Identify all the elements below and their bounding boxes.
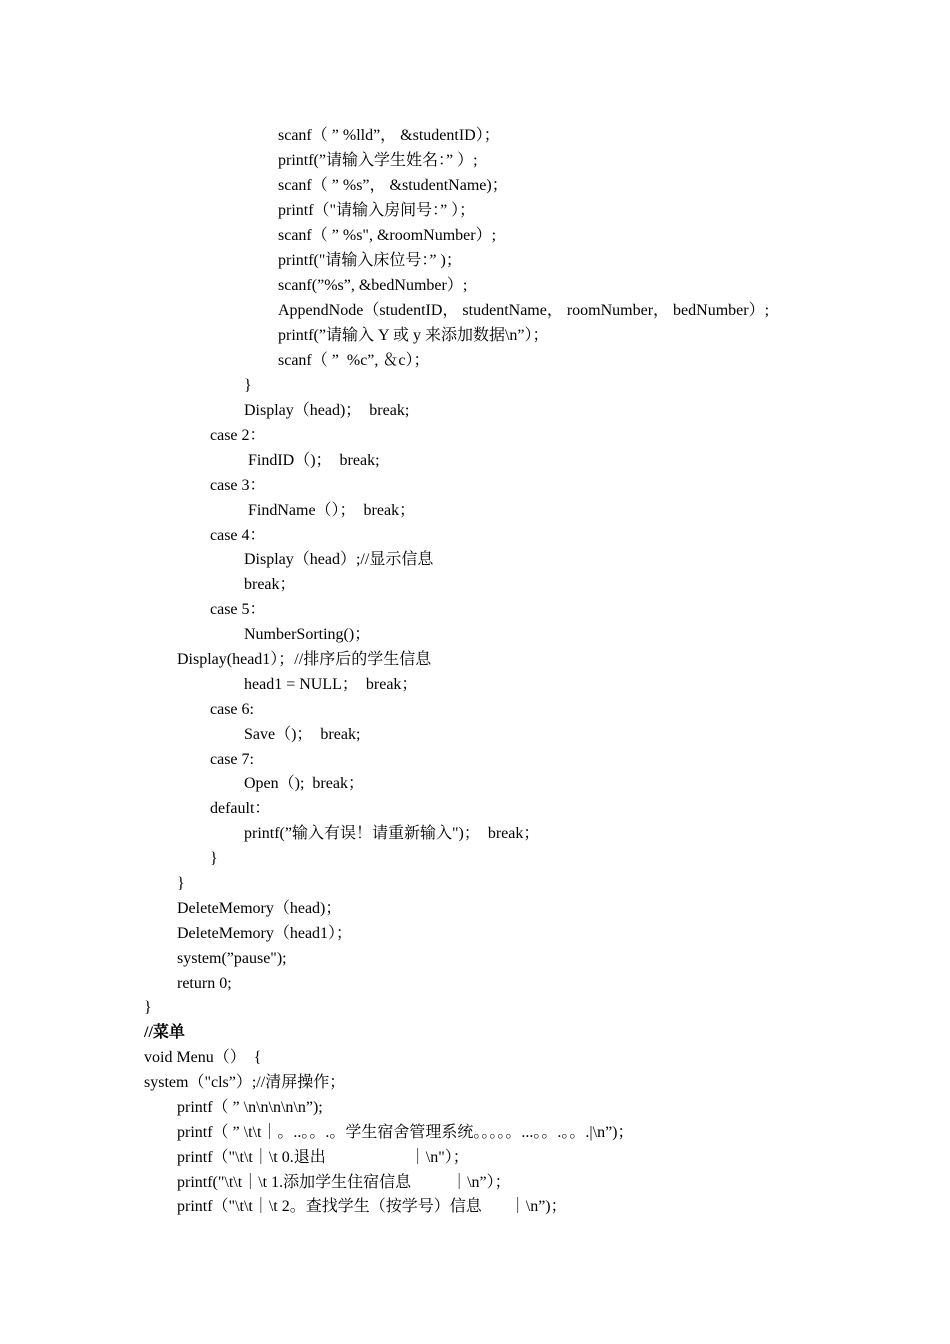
code-line: void Menu（） { — [144, 1049, 262, 1066]
code-line: break； — [244, 576, 296, 593]
code-line: NumberSorting()； — [244, 626, 371, 643]
code-line: DeleteMemory（head1）； — [177, 925, 353, 942]
code-line: printf（"\t\t｜\t 2。查找学生（按学号）信息 ｜\n”)； — [177, 1198, 567, 1215]
code-line: return 0; — [177, 975, 232, 992]
code-line: Save（)； break; — [244, 726, 361, 743]
code-line: scanf（ ” %c”, ＆c）； — [278, 352, 430, 369]
section-comment: //菜单 — [144, 1024, 185, 1041]
code-line: printf（"\t\t｜\t 0.退出 ｜\n"）； — [177, 1149, 469, 1166]
code-line: scanf(”%s”, &bedNumber）; — [278, 277, 468, 294]
code-line: printf(”请输入 Y 或 y 来添加数据\n”）； — [278, 327, 549, 344]
code-line: scanf（ ” %lld”， &studentID）； — [278, 127, 500, 144]
code-line: AppendNode（studentID， studentName， roomNumber， bedNumber）; — [278, 302, 770, 319]
code-line: system（"cls”）;//清屏操作； — [144, 1074, 346, 1091]
code-line: printf（"请输入房间号：” ）； — [278, 202, 476, 219]
code-line: FindID（)； break; — [244, 452, 380, 469]
code-line: printf(”请输入学生姓名：” ）; — [278, 152, 478, 169]
code-line: DeleteMemory（head)； — [177, 900, 342, 917]
code-line: } — [244, 377, 252, 394]
code-line: case 7: — [210, 751, 254, 768]
code-line: printf("\t\t｜\t 1.添加学生住宿信息 ｜\n”）； — [177, 1174, 511, 1191]
code-line: printf("请输入床位号：” )； — [278, 252, 462, 269]
code-line: case 6: — [210, 701, 254, 718]
code-line: } — [177, 875, 185, 892]
code-line: case 2： — [210, 427, 266, 444]
code-line: scanf（ ” %s”， &studentName)； — [278, 177, 508, 194]
code-line: default： — [210, 800, 271, 817]
code-line: system(”pause"); — [177, 950, 287, 967]
code-line: FindName（）； break； — [244, 502, 416, 519]
code-line: case 4： — [210, 527, 266, 544]
code-line: scanf（ ” %s", &roomNumber）; — [278, 227, 497, 244]
code-line: printf(”输入有误！请重新输入")； break； — [244, 825, 540, 842]
code-line: } — [210, 850, 218, 867]
code-line: } — [144, 999, 152, 1016]
code-line: case 5： — [210, 601, 266, 618]
code-line: Display（head)； break; — [244, 402, 410, 419]
code-line: case 3： — [210, 477, 266, 494]
code-line: printf（ ” \t\t｜。..。。.。学生宿舍管理系统。。。。。...。。.。。.|\n”)； — [177, 1124, 634, 1141]
code-line: Display（head）;//显示信息 — [244, 551, 434, 568]
code-line: Display(head1）；//排序后的学生信息 — [177, 651, 432, 668]
code-line: Open（); break； — [244, 775, 364, 792]
code-line: head1 = NULL； break； — [244, 676, 418, 693]
code-line: printf（ ” \n\n\n\n\n”); — [177, 1099, 323, 1116]
